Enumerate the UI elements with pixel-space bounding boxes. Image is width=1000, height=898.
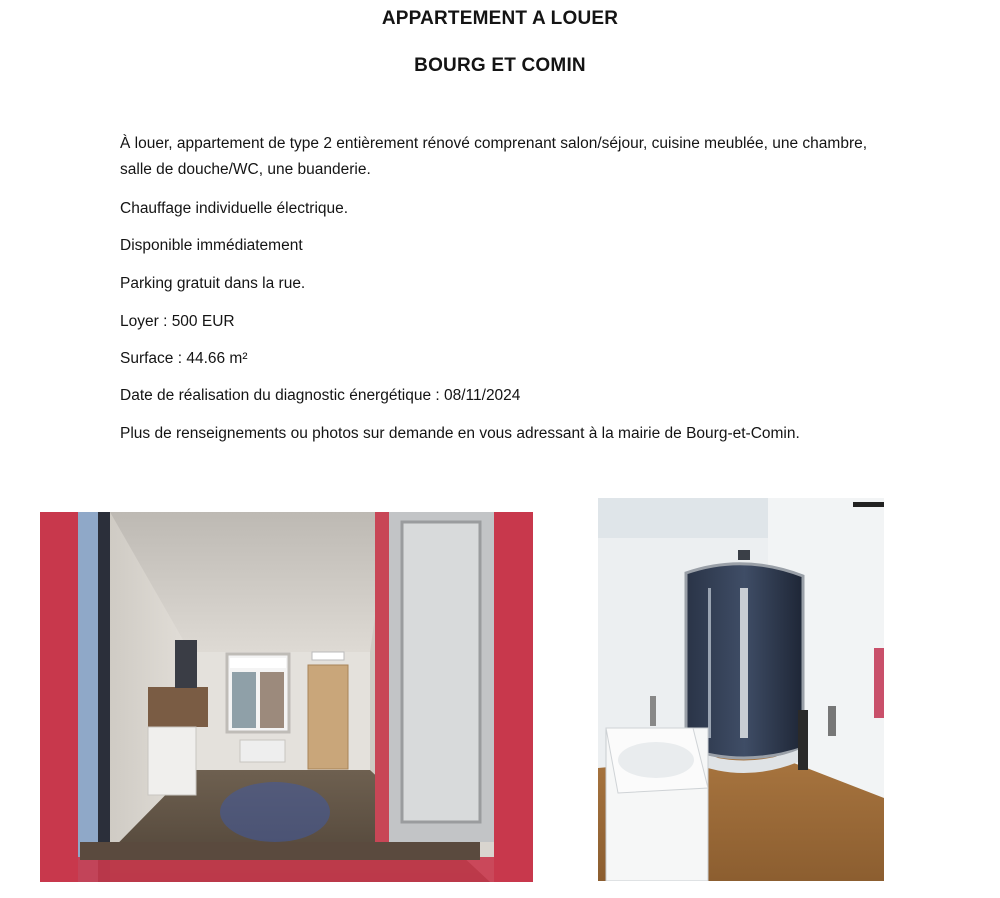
document-title: APPARTEMENT A LOUER <box>381 8 619 29</box>
energy-diagnostic-paragraph: Date de réalisation du diagnostic énergétique : 08/11/2024 <box>120 387 521 404</box>
rent-paragraph: Loyer : 500 EUR <box>120 313 235 330</box>
contact-paragraph: Plus de renseignements ou photos sur demande en vous adressant à la mairie de Bourg-et-Comin. <box>120 425 800 442</box>
shower-room-photo <box>598 498 884 881</box>
heating-paragraph: Chauffage individuelle électrique. <box>120 200 349 217</box>
availability-paragraph: Disponible immédiatement <box>120 237 303 254</box>
surface-paragraph: Surface : 44.66 m² <box>120 350 248 367</box>
document-subtitle-location: BOURG ET COMIN <box>414 55 586 76</box>
description-paragraph: À louer, appartement de type 2 entièrement rénové comprenant salon/séjour, cuisine meublée, une chambre, salle de douche/WC, une buanderie. <box>120 135 868 178</box>
parking-paragraph: Parking gratuit dans la rue. <box>120 275 306 292</box>
living-room-photo <box>40 512 533 882</box>
